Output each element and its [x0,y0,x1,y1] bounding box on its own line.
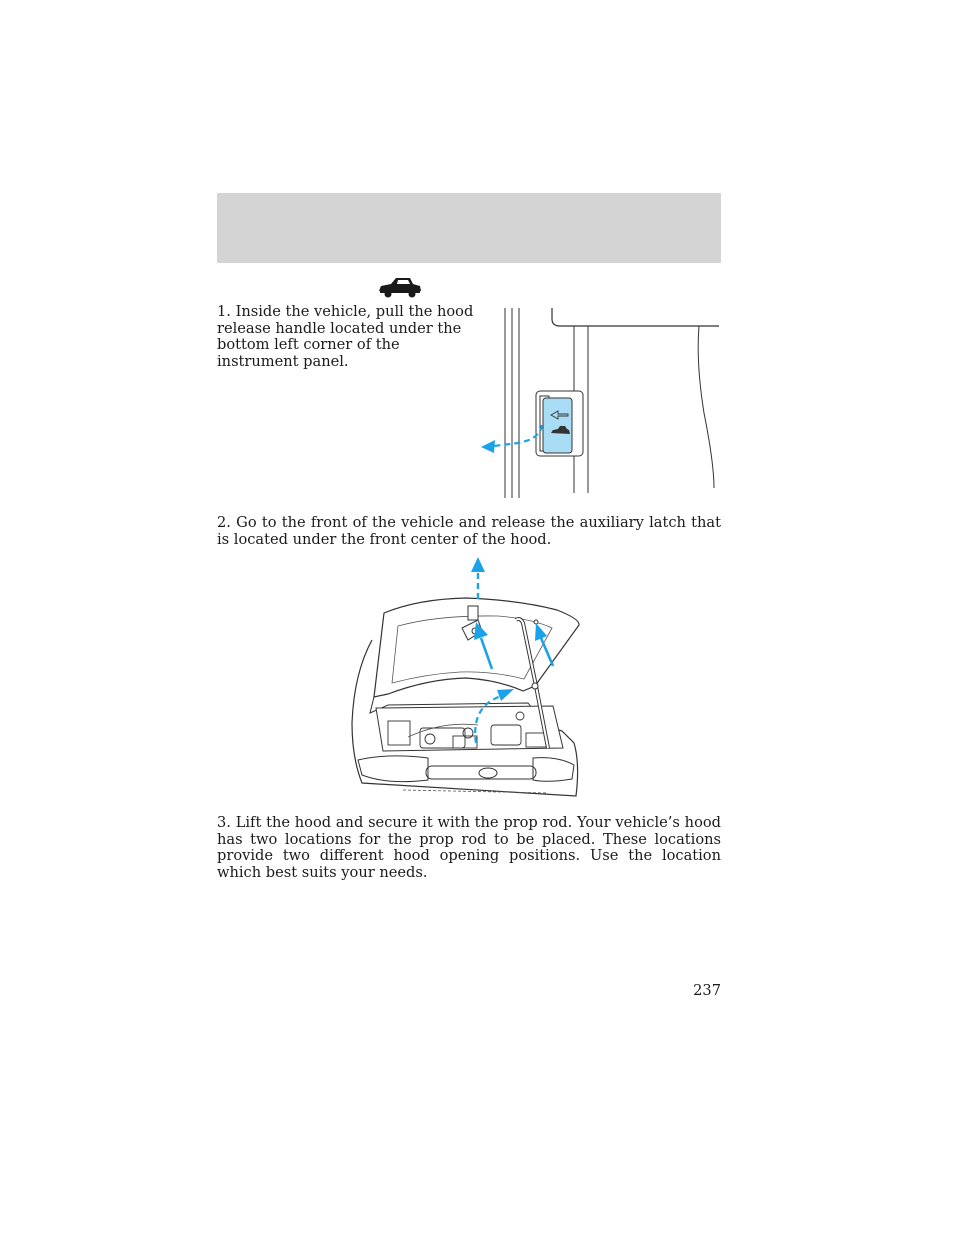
page-number: 237 [693,982,721,999]
step-2-text: 2. Go to the front of the vehicle and release the auxiliary latch that is located under the front center of the hood. [217,514,721,548]
step-1-text: 1. Inside the vehicle, pull the hood release handle located under the bottom left corner of the instrument panel. [217,303,474,370]
hood-release-handle-icon [478,303,721,499]
step-3-text: 3. Lift the hood and secure it with the prop rod. Your vehicle’s hood has two locations for the prop rod to be placed. These locations provide two different hood opening positions. Use the location which best suits your needs. [217,814,721,881]
header-band [217,193,721,263]
open-hood-engine-icon [348,553,584,800]
car-hood-icon [377,275,423,299]
